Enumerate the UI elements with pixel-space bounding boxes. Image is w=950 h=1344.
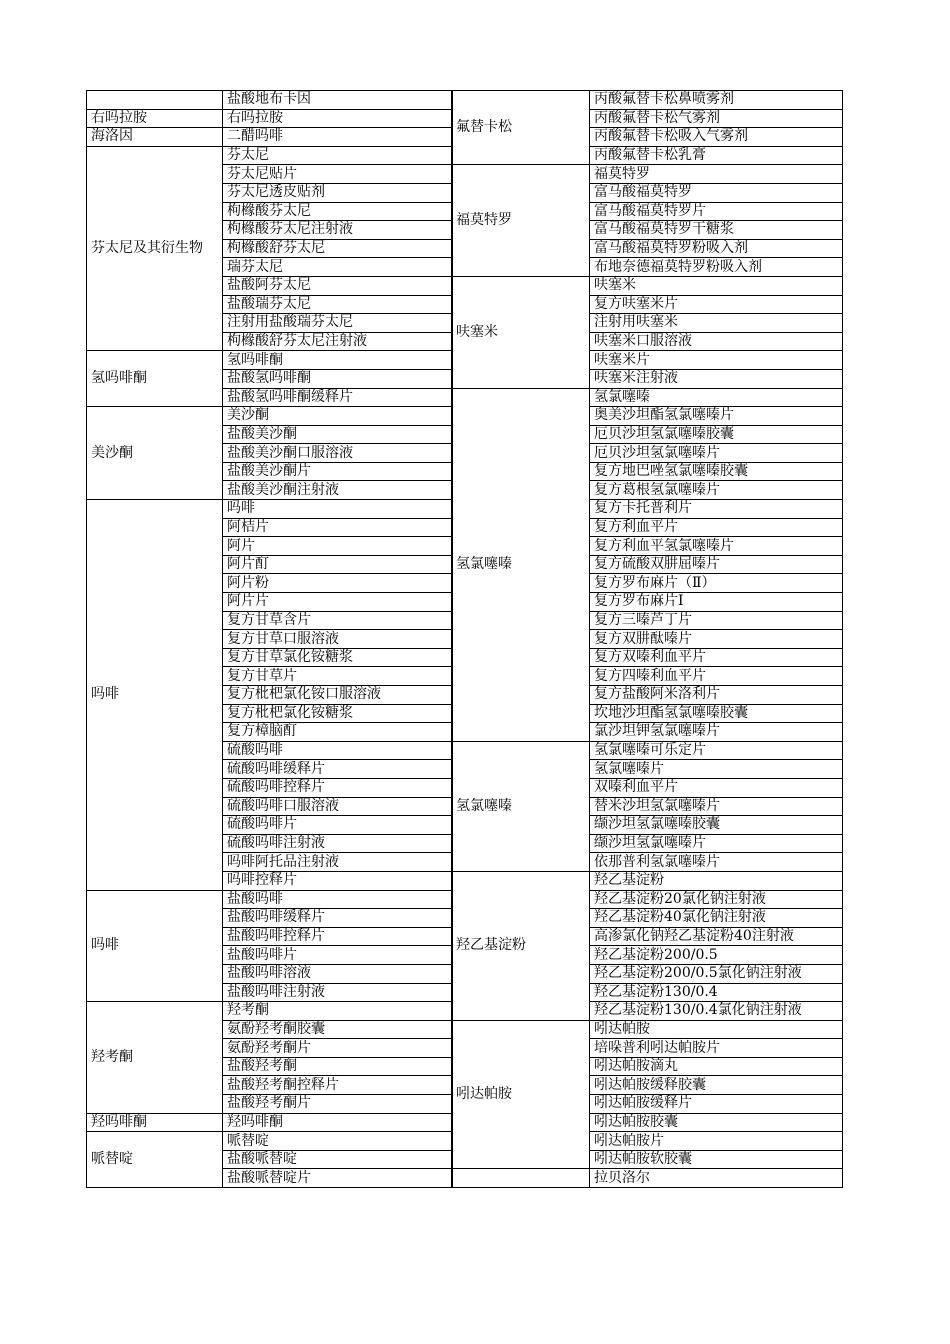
item-name-cell: 坎地沙坦酯氢氯噻嗪胶囊 <box>590 704 843 723</box>
item-name-cell: 呋塞米注射液 <box>590 369 843 388</box>
table-row <box>87 890 453 909</box>
table-row <box>452 276 843 295</box>
group-name-cell: 哌替啶 <box>87 1132 223 1188</box>
item-name-cell: 复方甘草氯化铵糖浆 <box>223 648 453 667</box>
item-name-cell: 盐酸吗啡 <box>223 890 453 909</box>
item-name-cell: 盐酸吗啡控释片 <box>223 927 453 946</box>
item-name-cell: 氢氯噻嗪片 <box>590 760 843 779</box>
table-row <box>87 91 453 110</box>
item-name-cell: 复方甘草片 <box>223 667 453 686</box>
item-name-cell: 复方甘草口服溶液 <box>223 630 453 649</box>
item-name-cell: 福莫特罗 <box>590 165 843 184</box>
item-name-cell: 吗啡阿托品注射液 <box>223 853 453 872</box>
item-name-cell: 复方罗布麻片（Ⅱ） <box>590 574 843 593</box>
group-name-cell: 氢吗啡酮 <box>87 351 223 407</box>
table-row <box>452 1020 843 1039</box>
right-drug-table <box>451 90 843 1188</box>
group-name-cell: 羟吗啡酮 <box>87 1113 223 1132</box>
item-name-cell: 复方枇杷氯化铵口服溶液 <box>223 686 453 705</box>
item-name-cell: 盐酸阿芬太尼 <box>223 276 453 295</box>
table-row <box>87 407 453 426</box>
item-name-cell: 吲达帕胺片 <box>590 1132 843 1151</box>
item-name-cell: 复方利血平氢氯噻嗪片 <box>590 537 843 556</box>
item-name-cell: 复方三嗪芦丁片 <box>590 611 843 630</box>
item-name-cell: 拉贝洛尔 <box>590 1169 843 1188</box>
item-name-cell: 富马酸福莫特罗干糖浆 <box>590 221 843 240</box>
item-name-cell: 富马酸福莫特罗片 <box>590 202 843 221</box>
item-name-cell: 盐酸氢吗啡酮缓释片 <box>223 388 453 407</box>
item-name-cell: 替米沙坦氢氯噻嗪片 <box>590 797 843 816</box>
item-name-cell: 复方甘草含片 <box>223 611 453 630</box>
item-name-cell: 盐酸吗啡缓释片 <box>223 909 453 928</box>
item-name-cell: 氨酚羟考酮胶囊 <box>223 1020 453 1039</box>
item-name-cell: 注射用盐酸瑞芬太尼 <box>223 314 453 333</box>
item-name-cell: 依那普利氢氯噻嗪片 <box>590 853 843 872</box>
item-name-cell: 哌替啶 <box>223 1132 453 1151</box>
item-name-cell: 丙酸氟替卡松吸入气雾剂 <box>590 128 843 147</box>
item-name-cell: 吲达帕胺胶囊 <box>590 1113 843 1132</box>
group-name-cell: 氢氯噻嗪 <box>452 388 590 741</box>
group-name-cell: 羟考酮 <box>87 1002 223 1114</box>
item-name-cell: 盐酸地布卡因 <box>223 91 453 110</box>
group-name-cell: 吲达帕胺 <box>452 1020 590 1169</box>
left-drug-table <box>86 90 453 1188</box>
item-name-cell: 培哚普利吲达帕胺片 <box>590 1039 843 1058</box>
item-name-cell: 氢氯噻嗪 <box>590 388 843 407</box>
item-name-cell: 盐酸美沙酮片 <box>223 462 453 481</box>
item-name-cell: 丙酸氟替卡松乳膏 <box>590 146 843 165</box>
item-name-cell: 芬太尼 <box>223 146 453 165</box>
item-name-cell: 硫酸吗啡注射液 <box>223 834 453 853</box>
item-name-cell: 阿片 <box>223 537 453 556</box>
item-name-cell: 芬太尼贴片 <box>223 165 453 184</box>
item-name-cell: 复方双嗪利血平片 <box>590 648 843 667</box>
item-name-cell: 阿片粉 <box>223 574 453 593</box>
item-name-cell: 硫酸吗啡 <box>223 741 453 760</box>
item-name-cell: 复方盐酸阿米洛利片 <box>590 686 843 705</box>
item-name-cell: 注射用呋塞米 <box>590 314 843 333</box>
item-name-cell: 羟乙基淀粉200/0.5氯化钠注射液 <box>590 964 843 983</box>
table-row <box>452 1169 843 1188</box>
item-name-cell: 复方卡托普利片 <box>590 500 843 519</box>
item-name-cell: 复方葛根氢氯噻嗪片 <box>590 481 843 500</box>
item-name-cell: 枸橼酸芬太尼 <box>223 202 453 221</box>
item-name-cell: 丙酸氟替卡松鼻喷雾剂 <box>590 91 843 110</box>
item-name-cell: 复方四嗪利血平片 <box>590 667 843 686</box>
table-row <box>452 91 843 110</box>
item-name-cell: 芬太尼透皮贴剂 <box>223 183 453 202</box>
item-name-cell: 富马酸福莫特罗粉吸入剂 <box>590 239 843 258</box>
table-row <box>87 500 453 519</box>
group-name-cell: 氢氯噻嗪 <box>452 741 590 871</box>
table-row <box>87 146 453 165</box>
item-name-cell: 吲达帕胺软胶囊 <box>590 1150 843 1169</box>
table-row <box>452 741 843 760</box>
item-name-cell: 枸橼酸舒芬太尼注射液 <box>223 332 453 351</box>
item-name-cell: 盐酸美沙酮 <box>223 425 453 444</box>
table-row <box>87 128 453 147</box>
item-name-cell: 枸橼酸芬太尼注射液 <box>223 221 453 240</box>
table-row <box>87 109 453 128</box>
group-name-cell: 芬太尼及其衍生物 <box>87 146 223 351</box>
item-name-cell: 高渗氯化钠羟乙基淀粉40注射液 <box>590 927 843 946</box>
item-name-cell: 枸橼酸舒芬太尼 <box>223 239 453 258</box>
item-name-cell: 氢氯噻嗪可乐定片 <box>590 741 843 760</box>
table-row <box>87 1002 453 1021</box>
item-name-cell: 氨酚羟考酮片 <box>223 1039 453 1058</box>
item-name-cell: 盐酸氢吗啡酮 <box>223 369 453 388</box>
item-name-cell: 盐酸瑞芬太尼 <box>223 295 453 314</box>
item-name-cell: 羟乙基淀粉130/0.4 <box>590 983 843 1002</box>
group-name-cell: 福莫特罗 <box>452 165 590 277</box>
item-name-cell: 羟乙基淀粉 <box>590 871 843 890</box>
table-row <box>87 1132 453 1151</box>
group-name-cell: 吗啡 <box>87 890 223 1002</box>
group-name-cell: 海洛因 <box>87 128 223 147</box>
item-name-cell: 呋塞米片 <box>590 351 843 370</box>
item-name-cell: 布地奈德福莫特罗粉吸入剂 <box>590 258 843 277</box>
item-name-cell: 盐酸美沙酮注射液 <box>223 481 453 500</box>
item-name-cell: 羟考酮 <box>223 1002 453 1021</box>
item-name-cell: 氯沙坦钾氢氯噻嗪片 <box>590 723 843 742</box>
item-name-cell: 盐酸哌替啶片 <box>223 1169 453 1188</box>
item-name-cell: 羟乙基淀粉20氯化钠注射液 <box>590 890 843 909</box>
item-name-cell: 盐酸哌替啶 <box>223 1150 453 1169</box>
item-name-cell: 二醋吗啡 <box>223 128 453 147</box>
table-row <box>87 1113 453 1132</box>
item-name-cell: 羟乙基淀粉40氯化钠注射液 <box>590 909 843 928</box>
group-name-cell <box>452 1169 590 1188</box>
item-name-cell: 复方地巴唑氢氯噻嗪胶囊 <box>590 462 843 481</box>
item-name-cell: 呋塞米口服溶液 <box>590 332 843 351</box>
item-name-cell: 吲达帕胺缓释片 <box>590 1095 843 1114</box>
item-name-cell: 盐酸羟考酮片 <box>223 1095 453 1114</box>
item-name-cell: 盐酸羟考酮 <box>223 1057 453 1076</box>
group-name-cell: 氟替卡松 <box>452 91 590 165</box>
item-name-cell: 复方樟脑酊 <box>223 723 453 742</box>
item-name-cell: 吗啡 <box>223 500 453 519</box>
table-row <box>452 388 843 407</box>
item-name-cell: 羟吗啡酮 <box>223 1113 453 1132</box>
item-name-cell: 复方硫酸双肼屈嗪片 <box>590 555 843 574</box>
table-row <box>87 351 453 370</box>
item-name-cell: 氢吗啡酮 <box>223 351 453 370</box>
group-name-cell: 右吗拉胺 <box>87 109 223 128</box>
group-name-cell: 吗啡 <box>87 500 223 890</box>
group-name-cell: 羟乙基淀粉 <box>452 871 590 1020</box>
item-name-cell: 硫酸吗啡口服溶液 <box>223 797 453 816</box>
group-name-cell: 美沙酮 <box>87 407 223 500</box>
item-name-cell: 复方呋塞米片 <box>590 295 843 314</box>
item-name-cell: 硫酸吗啡片 <box>223 816 453 835</box>
item-name-cell: 呋塞米 <box>590 276 843 295</box>
item-name-cell: 吲达帕胺滴丸 <box>590 1057 843 1076</box>
item-name-cell: 瑞芬太尼 <box>223 258 453 277</box>
item-name-cell: 阿桔片 <box>223 518 453 537</box>
table-row <box>452 871 843 890</box>
item-name-cell: 缬沙坦氢氯噻嗪胶囊 <box>590 816 843 835</box>
item-name-cell: 羟乙基淀粉200/0.5 <box>590 946 843 965</box>
item-name-cell: 双嗪利血平片 <box>590 778 843 797</box>
item-name-cell: 奥美沙坦酯氢氯噻嗪片 <box>590 407 843 426</box>
item-name-cell: 厄贝沙坦氢氯噻嗪片 <box>590 444 843 463</box>
item-name-cell: 吲达帕胺缓释胶囊 <box>590 1076 843 1095</box>
item-name-cell: 阿片酊 <box>223 555 453 574</box>
item-name-cell: 厄贝沙坦氢氯噻嗪胶囊 <box>590 425 843 444</box>
item-name-cell: 丙酸氟替卡松气雾剂 <box>590 109 843 128</box>
table-row <box>452 165 843 184</box>
item-name-cell: 复方罗布麻片Ⅰ <box>590 593 843 612</box>
item-name-cell: 盐酸吗啡注射液 <box>223 983 453 1002</box>
item-name-cell: 盐酸美沙酮口服溶液 <box>223 444 453 463</box>
item-name-cell: 阿片片 <box>223 593 453 612</box>
item-name-cell: 盐酸吗啡片 <box>223 946 453 965</box>
item-name-cell: 吲达帕胺 <box>590 1020 843 1039</box>
item-name-cell: 羟乙基淀粉130/0.4氯化钠注射液 <box>590 1002 843 1021</box>
item-name-cell: 美沙酮 <box>223 407 453 426</box>
item-name-cell: 缬沙坦氢氯噻嗪片 <box>590 834 843 853</box>
group-name-cell: 呋塞米 <box>452 276 590 388</box>
item-name-cell: 复方枇杷氯化铵糖浆 <box>223 704 453 723</box>
group-name-cell <box>87 91 223 110</box>
item-name-cell: 硫酸吗啡缓释片 <box>223 760 453 779</box>
item-name-cell: 复方利血平片 <box>590 518 843 537</box>
item-name-cell: 盐酸吗啡溶液 <box>223 964 453 983</box>
item-name-cell: 复方双肼酞嗪片 <box>590 630 843 649</box>
item-name-cell: 硫酸吗啡控释片 <box>223 778 453 797</box>
item-name-cell: 盐酸羟考酮控释片 <box>223 1076 453 1095</box>
item-name-cell: 右吗拉胺 <box>223 109 453 128</box>
item-name-cell: 吗啡控释片 <box>223 871 453 890</box>
item-name-cell: 富马酸福莫特罗 <box>590 183 843 202</box>
